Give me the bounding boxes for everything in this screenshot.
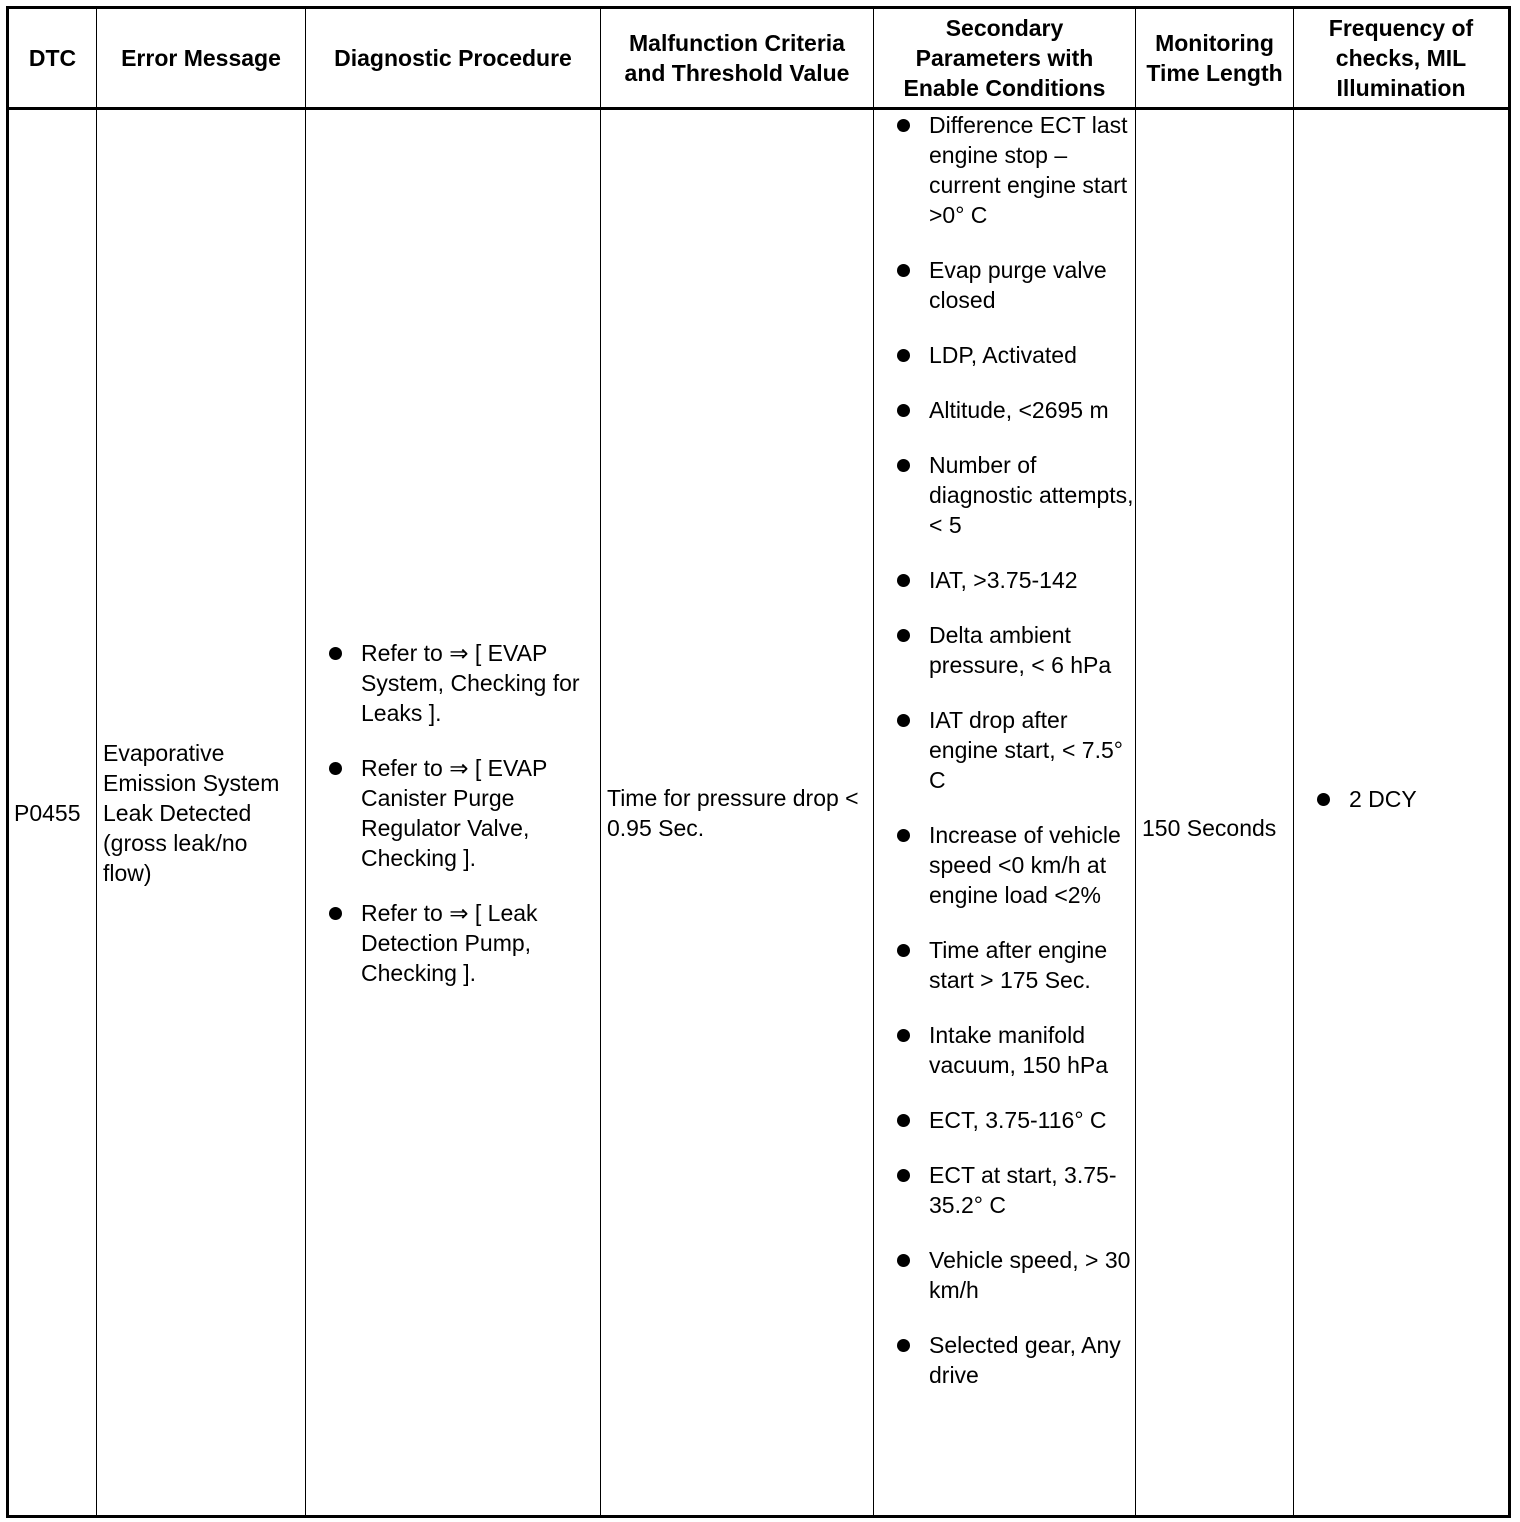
list-item <box>874 1020 1135 1080</box>
header-row <box>8 8 1510 109</box>
list-item <box>874 820 1135 910</box>
header-secondary-parameters: Secondary Parameters with Enable Conditions <box>874 8 1136 109</box>
bullet-icon <box>897 119 910 132</box>
list-item-text: Delta ambient pressure, < 6 hPa <box>929 622 1112 678</box>
list-item <box>874 935 1135 995</box>
list-item-text: Refer to ⇒ [ EVAP Canister Purge Regulator Valve, Checking ]. <box>361 754 547 871</box>
list-item <box>874 1160 1135 1220</box>
list-item-text: LDP, Activated <box>929 342 1077 368</box>
diagnostic-procedure-cell <box>306 109 601 1517</box>
bullet-icon <box>897 714 910 727</box>
list-item-text: Refer to ⇒ [ Leak Detection Pump, Checking ]. <box>361 899 538 986</box>
list-item-text: Number of diagnostic attempts, < 5 <box>929 452 1134 538</box>
frequency-cell <box>1294 109 1510 1517</box>
list-item-text: IAT, >3.75-142 <box>929 567 1078 593</box>
list-item <box>874 620 1135 680</box>
list-item <box>874 1105 1135 1135</box>
secondary-parameters-cell <box>874 109 1136 1517</box>
list-item-text: Altitude, <2695 m <box>929 397 1109 423</box>
list-item <box>874 395 1135 425</box>
dtc-code: P0455 <box>8 109 97 1517</box>
bullet-icon <box>329 647 342 660</box>
list-item-text: Difference ECT last engine stop – current engine start >0° C <box>929 112 1128 228</box>
bullet-icon <box>897 1029 910 1042</box>
list-item-text: 2 DCY <box>1349 785 1417 812</box>
list-item <box>874 340 1135 370</box>
bullet-icon <box>897 1114 910 1127</box>
bullet-icon <box>897 574 910 587</box>
table-row <box>8 109 1510 1517</box>
bullet-icon <box>897 944 910 957</box>
list-item <box>874 705 1135 795</box>
list-item <box>874 450 1135 540</box>
list-item-text: Vehicle speed, > 30 km/h <box>929 1247 1131 1303</box>
dtc-table <box>6 6 1511 1518</box>
bullet-icon <box>329 762 342 775</box>
bullet-icon <box>897 1339 910 1352</box>
list-item <box>874 255 1135 315</box>
malfunction-criteria: Time for pressure drop < 0.95 Sec. <box>601 109 874 1517</box>
header-diagnostic-procedure: Diagnostic Procedure <box>306 8 601 109</box>
bullet-icon <box>897 1169 910 1182</box>
bullet-icon <box>897 349 910 362</box>
list-item <box>306 638 600 728</box>
list-item-text: IAT drop after engine start, < 7.5° C <box>929 707 1123 793</box>
bullet-icon <box>897 264 910 277</box>
frequency-list <box>1294 784 1508 814</box>
bullet-icon <box>1317 793 1330 806</box>
header-malfunction-criteria: Malfunction Criteria and Threshold Value <box>601 8 874 109</box>
list-item <box>874 110 1135 230</box>
list-item-text: Time after engine start > 175 Sec. <box>929 937 1108 993</box>
list-item-text: Evap purge valve closed <box>929 257 1107 313</box>
header-monitoring-time: Monitoring Time Length <box>1136 8 1294 109</box>
monitoring-time: 150 Seconds <box>1136 109 1294 1517</box>
error-message: Evaporative Emission System Leak Detected (gross leak/no flow) <box>97 109 306 1517</box>
list-item-text: Increase of vehicle speed <0 km/h at engine load <2% <box>929 822 1121 908</box>
list-item-text: Refer to ⇒ [ EVAP System, Checking for Leaks ]. <box>361 639 580 726</box>
diagnostic-procedure-list <box>306 638 600 988</box>
list-item <box>874 1330 1135 1390</box>
list-item <box>874 1245 1135 1305</box>
list-item-text: ECT at start, 3.75-35.2° C <box>929 1162 1117 1218</box>
header-dtc: DTC <box>8 8 97 109</box>
bullet-icon <box>897 1254 910 1267</box>
list-item <box>1294 784 1508 814</box>
secondary-parameters-list <box>874 110 1135 1390</box>
bullet-icon <box>897 629 910 642</box>
bullet-icon <box>897 404 910 417</box>
list-item <box>874 565 1135 595</box>
bullet-icon <box>329 907 342 920</box>
list-item-text: Selected gear, Any drive <box>929 1332 1121 1388</box>
header-error-message: Error Message <box>97 8 306 109</box>
list-item <box>306 753 600 873</box>
list-item-text: ECT, 3.75-116° C <box>929 1107 1107 1133</box>
header-frequency: Frequency of checks, MIL Illumination <box>1294 8 1510 109</box>
bullet-icon <box>897 829 910 842</box>
list-item <box>306 898 600 988</box>
bullet-icon <box>897 459 910 472</box>
list-item-text: Intake manifold vacuum, 150 hPa <box>929 1022 1109 1078</box>
